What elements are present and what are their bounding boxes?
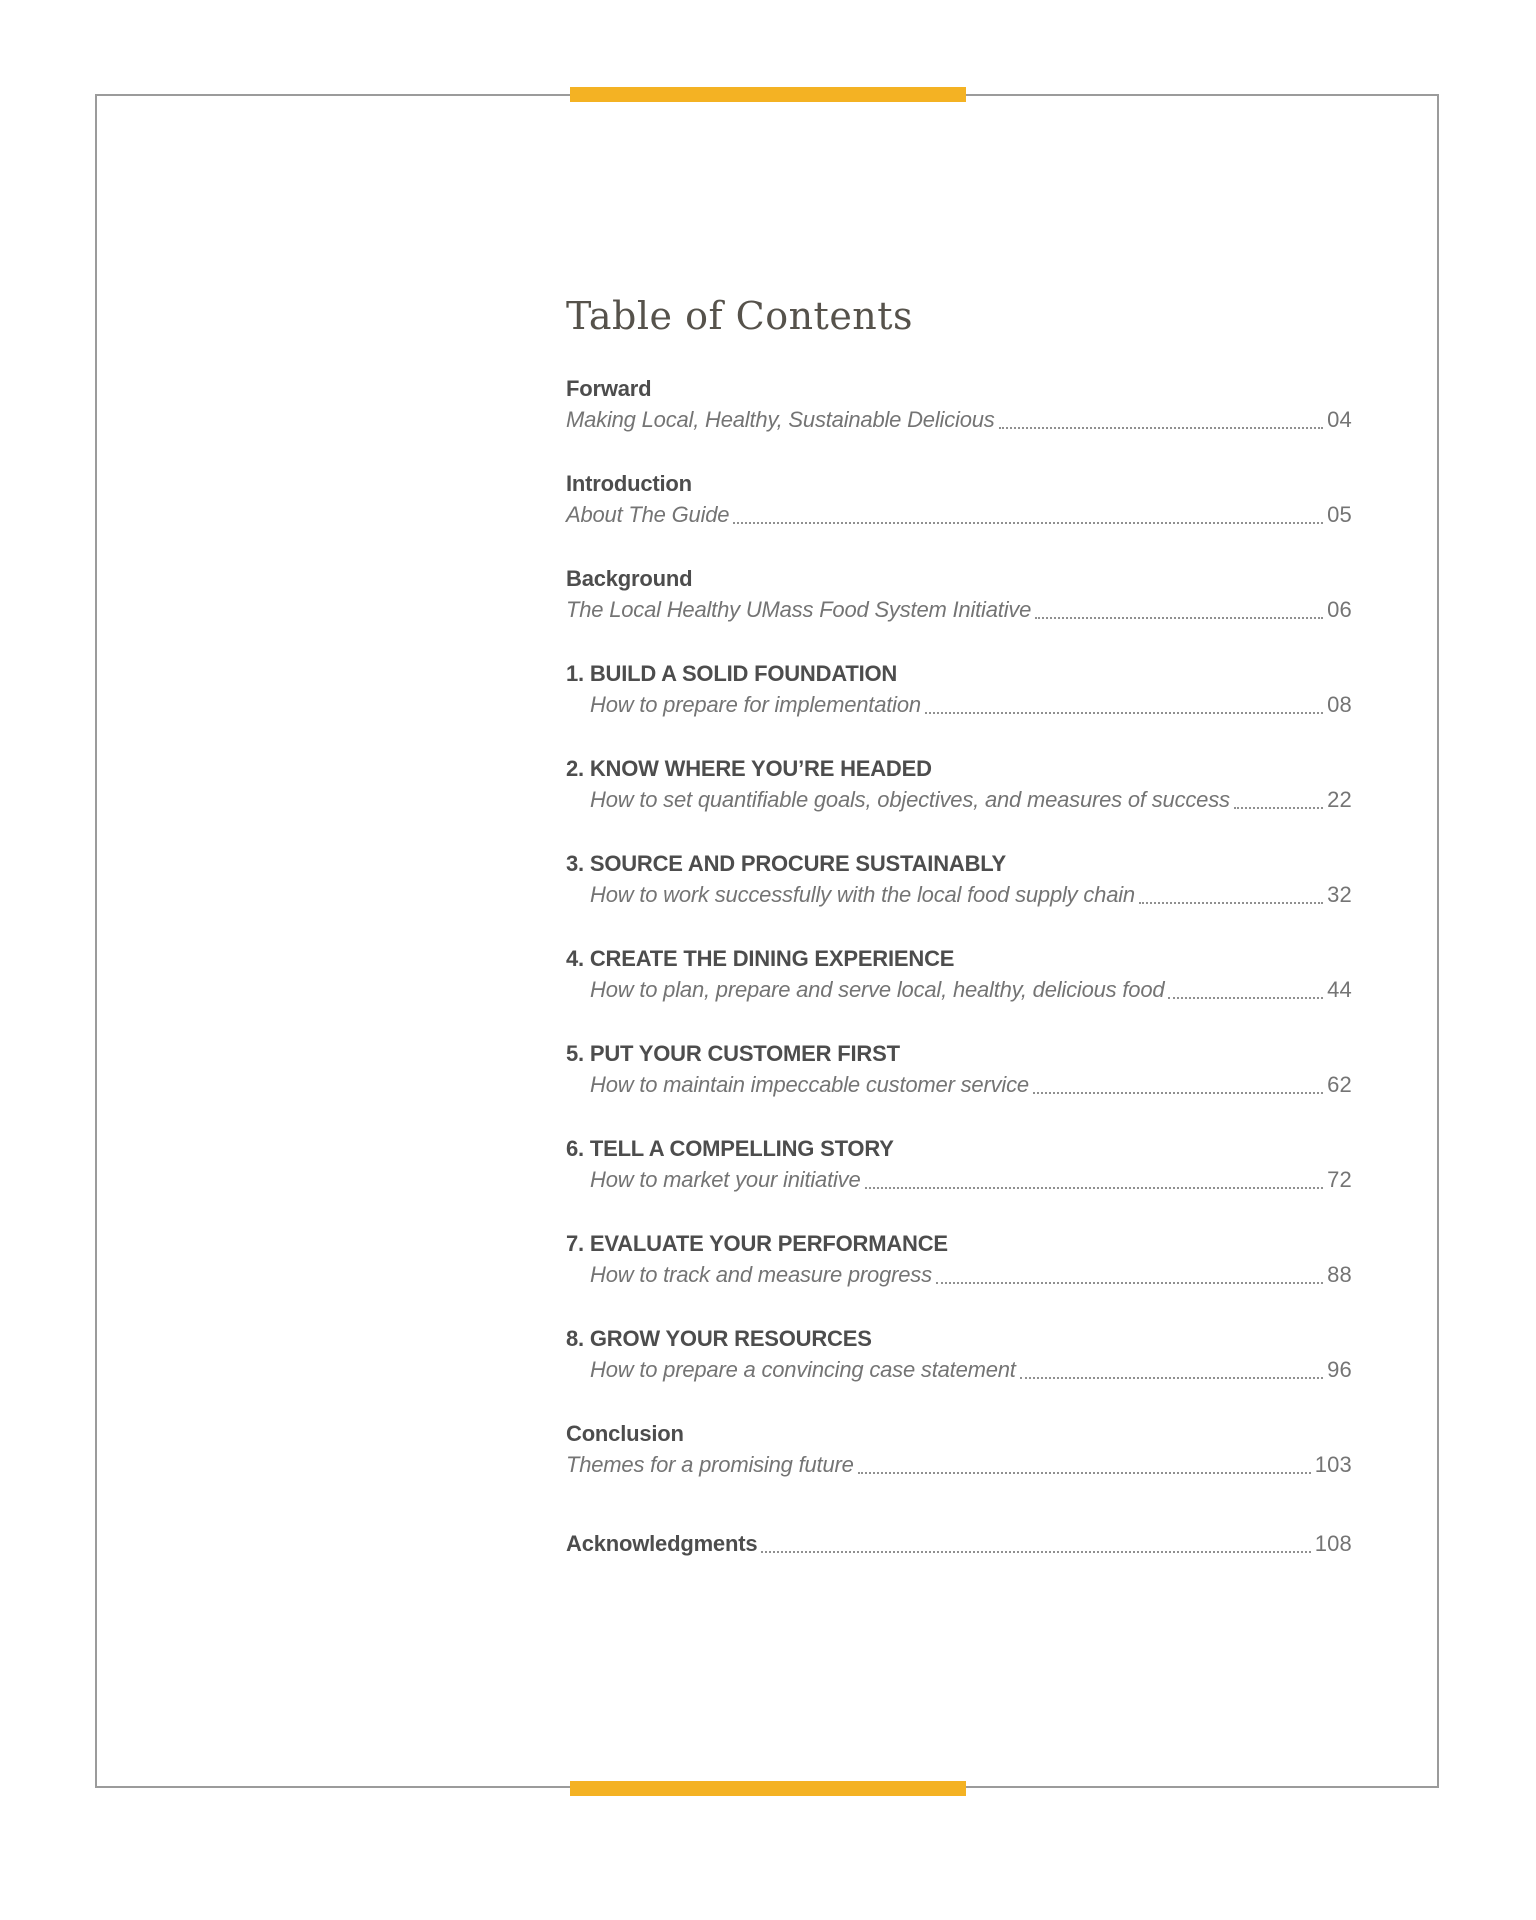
entry-row [566,594,1352,625]
toc-entry [566,373,1352,435]
entry-subtitle: How to prepare a convincing case statement [590,1357,1016,1382]
entry-heading: 3. SOURCE AND PROCURE SUSTAINABLY [566,851,1006,876]
entry-subtitle: How to market your initiative [590,1167,861,1192]
entry-heading: Forward [566,376,652,401]
toc-entry [566,1323,1352,1385]
entry-subtitle: How to maintain impeccable customer service [590,1072,1029,1097]
entry-page-number: 32 [1327,882,1352,907]
entry-row [566,689,1352,720]
entry-row [566,1164,1352,1195]
entry-heading: 4. CREATE THE DINING EXPERIENCE [566,946,955,971]
entry-row [566,974,1352,1005]
entry-page-number: 04 [1327,407,1352,432]
dot-leader [733,522,1323,524]
entry-subtitle: Themes for a promising future [566,1452,854,1477]
dot-leader [865,1187,1324,1189]
dot-leader [858,1472,1311,1474]
entry-page-number: 103 [1314,1452,1352,1477]
entry-page-number: 72 [1327,1167,1352,1192]
page-title: Table of Contents [566,294,914,338]
entry-page-number: 06 [1327,597,1352,622]
entry-page-number: 05 [1327,502,1352,527]
toc-entry [566,658,1352,720]
entry-heading: Introduction [566,471,692,496]
entry-subtitle: About The Guide [566,502,730,527]
toc-content [566,293,1352,1559]
dot-leader [1139,902,1323,904]
entry-heading: 6. TELL A COMPELLING STORY [566,1136,894,1161]
entry-subtitle: How to set quantifiable goals, objectives, and measures of success [590,787,1230,812]
dot-leader [1020,1377,1323,1379]
entry-page-number: 22 [1327,787,1352,812]
toc-list [566,373,1352,1480]
entry-heading: Background [566,566,693,591]
accent-bar-bottom [570,1781,966,1796]
dot-leader [925,712,1323,714]
entry-subtitle: How to plan, prepare and serve local, healthy, delicious food [590,977,1165,1002]
toc-entry [566,1038,1352,1100]
dot-leader [1033,1092,1323,1094]
entry-row [566,879,1352,910]
entry-subtitle: How to prepare for implementation [590,692,921,717]
entry-row [566,1069,1352,1100]
entry-heading: 2. KNOW WHERE YOU’RE HEADED [566,756,932,781]
entry-page-number: 88 [1327,1262,1352,1287]
entry-row [566,404,1352,435]
entry-row [566,499,1352,530]
entry-heading: 5. PUT YOUR CUSTOMER FIRST [566,1041,900,1066]
dot-leader [999,427,1324,429]
entry-page-number: 96 [1327,1357,1352,1382]
toc-entry [566,468,1352,530]
entry-subtitle: How to track and measure progress [590,1262,932,1287]
dot-leader [761,1551,1310,1553]
entry-heading: 1. BUILD A SOLID FOUNDATION [566,661,898,686]
acknowledgments-label: Acknowledgments [566,1531,758,1556]
entry-subtitle: How to work successfully with the local food supply chain [590,882,1135,907]
entry-heading: 7. EVALUATE YOUR PERFORMANCE [566,1231,948,1256]
acknowledgments-row [566,1528,1352,1559]
accent-bar-top [570,87,966,102]
acknowledgments-page-number: 108 [1314,1531,1352,1556]
dot-leader [936,1282,1323,1284]
toc-entry [566,753,1352,815]
entry-row [566,1449,1352,1480]
entry-subtitle: The Local Healthy UMass Food System Initiative [566,597,1032,622]
entry-heading: 8. GROW YOUR RESOURCES [566,1326,872,1351]
toc-entry [566,848,1352,910]
dot-leader [1168,997,1323,999]
entry-subtitle: Making Local, Healthy, Sustainable Delicious [566,407,995,432]
toc-entry [566,1133,1352,1195]
entry-page-number: 08 [1327,692,1352,717]
dot-leader [1234,807,1323,809]
entry-page-number: 62 [1327,1072,1352,1097]
toc-entry [566,563,1352,625]
entry-page-number: 44 [1327,977,1352,1002]
entry-row [566,1354,1352,1385]
entry-heading: Conclusion [566,1421,684,1446]
entry-row [566,784,1352,815]
toc-entry [566,943,1352,1005]
toc-entry [566,1418,1352,1480]
entry-row [566,1259,1352,1290]
dot-leader [1035,617,1323,619]
toc-entry [566,1228,1352,1290]
